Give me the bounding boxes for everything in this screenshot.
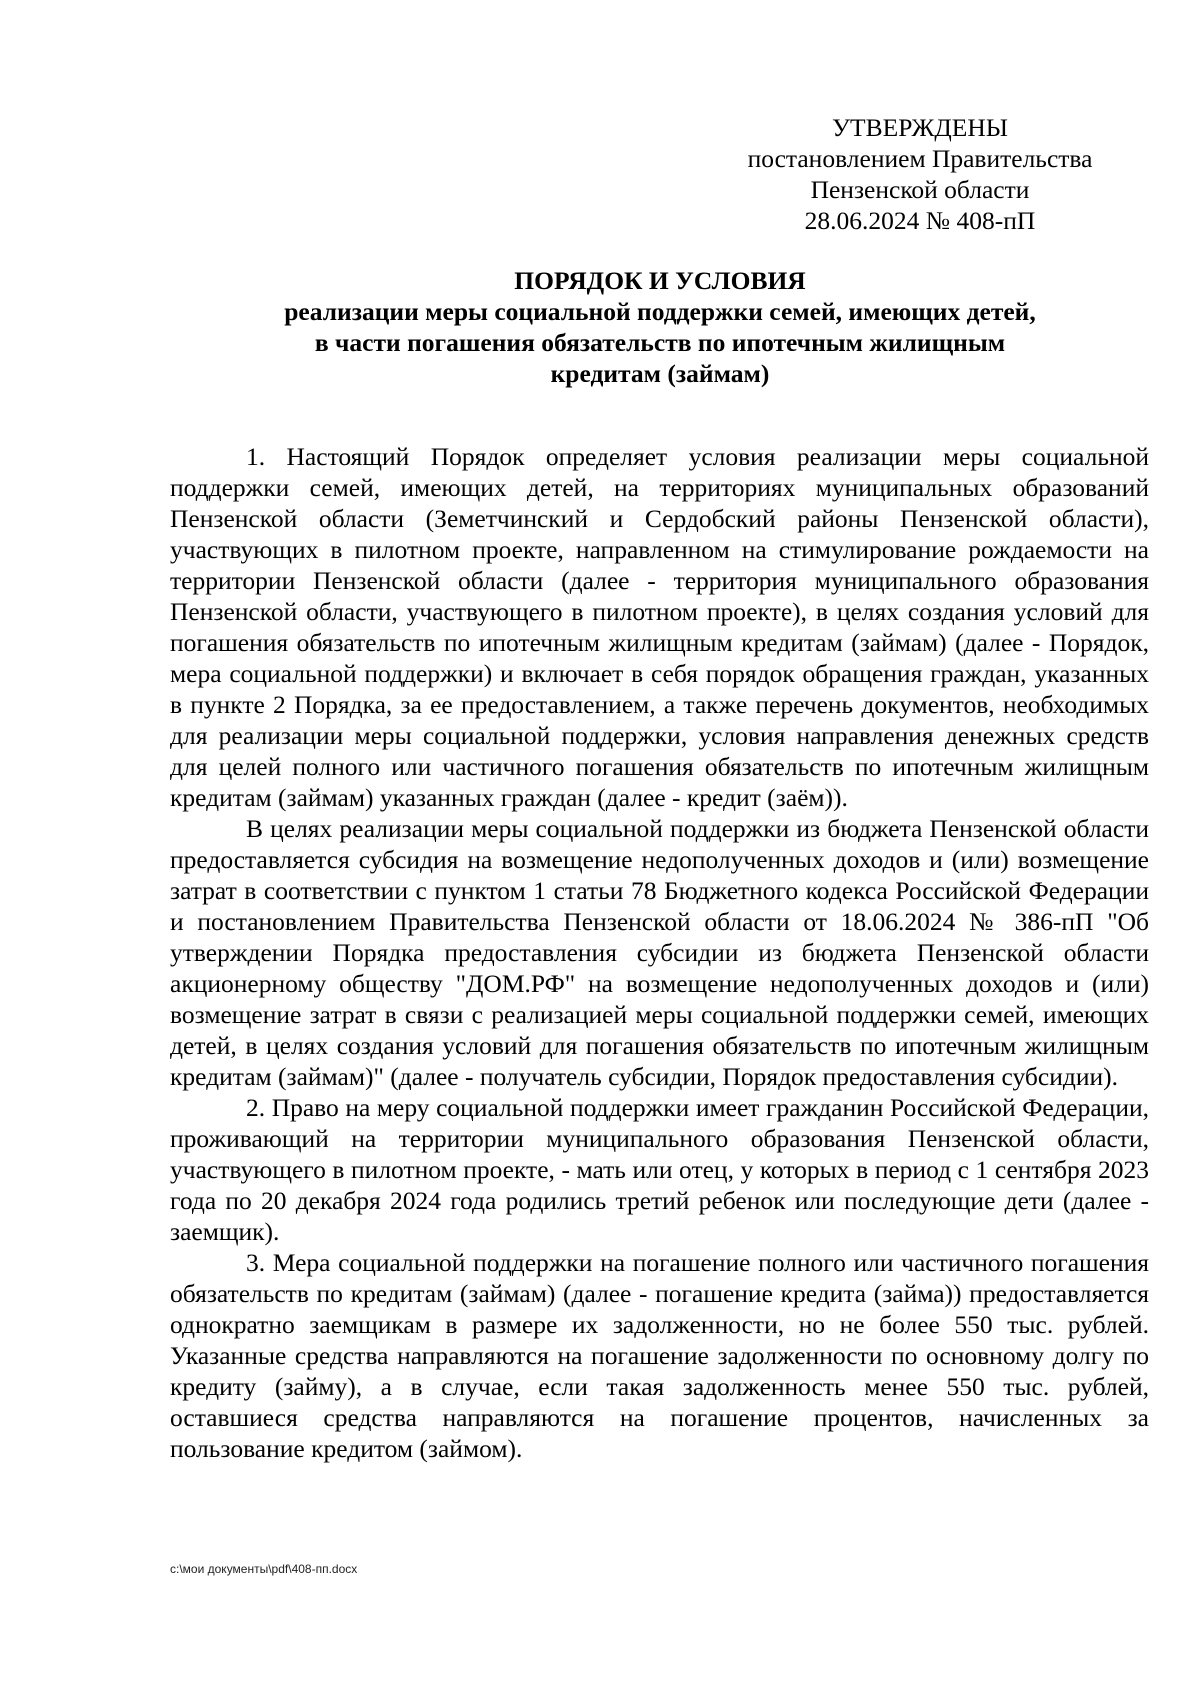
title-subtitle-line-2: в части погашения обязательств по ипотечным жилищным — [314, 328, 1006, 357]
title-heading: ПОРЯДОК И УСЛОВИЯ — [514, 266, 806, 295]
paragraph-2: 2. Право на меру социальной поддержки имеет гражданин Российской Федерации, проживающий на территории муниципального образования Пензенской области, участвующего в пилотном проекте, - мать или отец, у которых в период с 1 сентября 2023 года по 20 декабря 2024 года родились третий ребенок или последующие дети (далее - заемщик). — [170, 1093, 1149, 1246]
approval-authority: постановлением Правительства — [747, 144, 1093, 173]
document-body — [170, 441, 1149, 1464]
paragraph-3: 3. Мера социальной поддержки на погашение полного или частичного погашения обязательств по кредитам (займам) (далее - погашение кредита (займа)) предоставляется однократно заемщикам в размере их задолженности, но не более 550 тыс. рублей. Указанные средства направляются на погашение задолженности по основному долгу по кредиту (займу), а в случае, если такая задолженность менее 550 тыс. рублей, оставшиеся средства направляются на погашение процентов, начисленных за пользование кредитом (займом). — [170, 1248, 1149, 1463]
approval-date-number: 28.06.2024 № 408-пП — [804, 206, 1036, 235]
file-path-footer: c:\мои документы\pdf\408-пп.docx — [170, 1562, 358, 1576]
title-subtitle-line-1: реализации меры социальной поддержки семей, имеющих детей, — [284, 297, 1036, 326]
approval-stamp — [720, 112, 1120, 236]
approval-region: Пензенской области — [810, 175, 1030, 204]
approval-heading: УТВЕРЖДЕНЫ — [832, 113, 1008, 142]
title-subtitle-line-3: кредитам (займам) — [550, 359, 770, 388]
paragraph-1: 1. Настоящий Порядок определяет условия реализации меры социальной поддержки семей, имеющих детей, на территориях муниципальных образований Пензенской области (Земетчинский и Сердобский районы Пензенской области), участвующих в пилотном проекте, направленном на стимулирование рождаемости на территории Пензенской области (далее - территория муниципального образования Пензенской области, участвующего в пилотном проекте), в целях создания условий для погашения обязательств по ипотечным жилищным кредитам (займам) (далее - Порядок, мера социальной поддержки) и включает в себя порядок обращения граждан, указанных в пункте 2 Порядка, за ее предоставлением, а также перечень документов, необходимых для реализации меры социальной поддержки, условия направления денежных средств для целей полного или частичного погашения обязательств по ипотечным жилищным кредитам (займам) указанных граждан (далее - кредит (заём)). — [170, 442, 1149, 812]
paragraph-1-subsidy: В целях реализации меры социальной поддержки из бюджета Пензенской области предоставляется субсидия на возмещение недополученных доходов и (или) возмещение затрат в соответствии с пунктом 1 статьи 78 Бюджетного кодекса Российской Федерации и постановлением Правительства Пензенской области от 18.06.2024 № 386-пП "Об утверждении Порядка предоставления субсидии из бюджета Пензенской области акционерному обществу "ДОМ.РФ" на возмещение недополученных доходов и (или) возмещение затрат в связи с реализацией меры социальной поддержки семей, имеющих детей, в целях создания условий для погашения обязательств по ипотечным жилищным кредитам (займам)" (далее - получатель субсидии, Порядок предоставления субсидии). — [170, 814, 1149, 1091]
document-title — [170, 265, 1150, 389]
